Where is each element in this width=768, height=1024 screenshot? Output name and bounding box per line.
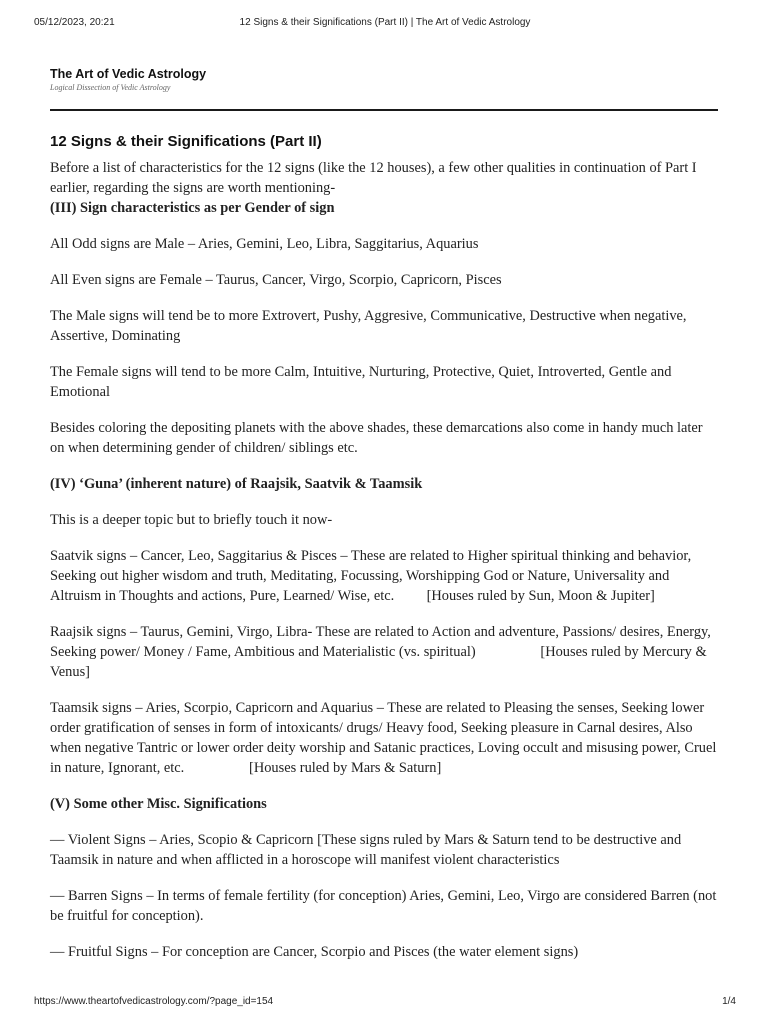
barren-signs-paragraph: — Barren Signs – In terms of female fertility (for conception) Aries, Gemini, Leo, Virgo are considered Barren (not be fruitful for conception). xyxy=(50,888,717,924)
taamsik-paragraph xyxy=(50,698,718,778)
site-title-link[interactable]: The Art of Vedic Astrology xyxy=(50,67,207,81)
print-doc-title: 12 Signs & their Significations (Part II) | The Art of Vedic Astrology xyxy=(239,17,531,28)
violent-signs-paragraph: — Violent Signs – Aries, Scopio & Capricorn [These signs ruled by Mars & Saturn tend to be destructive and Taamsik in nature and when afflicted in a horoscope will manifest violent characteristics xyxy=(50,832,682,868)
print-page-number: 1/4 xyxy=(722,996,736,1007)
raajsik-text: Raajsik signs – Taurus, Gemini, Virgo, Libra- These are related to Action and adventure, Passions/ desires, Energy, Seeking power/ Money / Fame, Ambitious and Materialistic (vs. spiritual) xyxy=(50,624,711,660)
site-header xyxy=(50,66,718,93)
raajsik-houses: [Houses ruled by Mercury & Venus] xyxy=(50,644,707,680)
print-header xyxy=(34,17,736,28)
print-url[interactable]: https://www.theartofvedicastrology.com/?page_id=154 xyxy=(34,996,274,1007)
site-tagline: Logical Dissection of Vedic Astrology xyxy=(50,83,171,92)
post-content xyxy=(50,132,718,978)
guna-section-heading: (IV) ‘Guna’ (inherent nature) of Raajsik, Saatvik & Taamsik xyxy=(50,476,423,492)
saatvik-paragraph xyxy=(50,546,718,606)
demarcation-paragraph: Besides coloring the depositing planets with the above shades, these demarcations also come in handy much later on when determining gender of children/ siblings etc. xyxy=(50,420,703,456)
even-signs-paragraph: All Even signs are Female – Taurus, Cancer, Virgo, Scorpio, Capricorn, Pisces xyxy=(50,272,502,288)
saatvik-houses: [Houses ruled by Sun, Moon & Jupiter] xyxy=(426,588,655,604)
guna-intro-paragraph: This is a deeper topic but to briefly touch it now- xyxy=(50,512,333,528)
intro-paragraph: Before a list of characteristics for the 12 signs (like the 12 houses), a few other qualities in continuation of Part I earlier, regarding the signs are worth mentioning- xyxy=(50,160,697,196)
taamsik-text: Taamsik signs – Aries, Scorpio, Capricorn and Aquarius – These are related to Pleasing the senses, Seeking lower order gratification of senses in form of intoxicants/ drugs/ Heavy food, Seeking pleasure in Carnal desires, Also when negative Tantric or lower order deity worship and Satanic practices, Loving occult and misusing power, Cruel in nature, Ignorant, etc. xyxy=(50,700,717,776)
print-datetime: 05/12/2023, 20:21 xyxy=(34,17,115,28)
print-footer xyxy=(34,996,736,1007)
raajsik-paragraph xyxy=(50,622,718,682)
gender-section-heading: (III) Sign characteristics as per Gender of sign xyxy=(50,200,335,216)
taamsik-houses: [Houses ruled by Mars & Saturn] xyxy=(249,760,442,776)
saatvik-text: Saatvik signs – Cancer, Leo, Saggitarius & Pisces – These are related to Higher spiritual thinking and behavior, Seeking out higher wisdom and truth, Meditating, Focussing, Worshipping God or Nature, Universality and Altruism in Thoughts and actions, Pure, Learned/ Wise, etc. xyxy=(50,548,692,604)
fruitful-signs-paragraph: — Fruitful Signs – For conception are Cancer, Scorpio and Pisces (the water element signs) xyxy=(50,944,579,960)
odd-signs-paragraph: All Odd signs are Male – Aries, Gemini, Leo, Libra, Saggitarius, Aquarius xyxy=(50,236,479,252)
header-divider xyxy=(50,109,718,111)
female-traits-paragraph: The Female signs will tend to be more Calm, Intuitive, Nurturing, Protective, Quiet, Introverted, Gentle and Emotional xyxy=(50,364,672,400)
misc-section-heading: (V) Some other Misc. Significations xyxy=(50,796,267,812)
male-traits-paragraph: The Male signs will tend be to more Extrovert, Pushy, Aggresive, Communicative, Destructive when negative, Assertive, Dominating xyxy=(50,308,687,344)
page-title: 12 Signs & their Significations (Part II) xyxy=(50,133,322,150)
